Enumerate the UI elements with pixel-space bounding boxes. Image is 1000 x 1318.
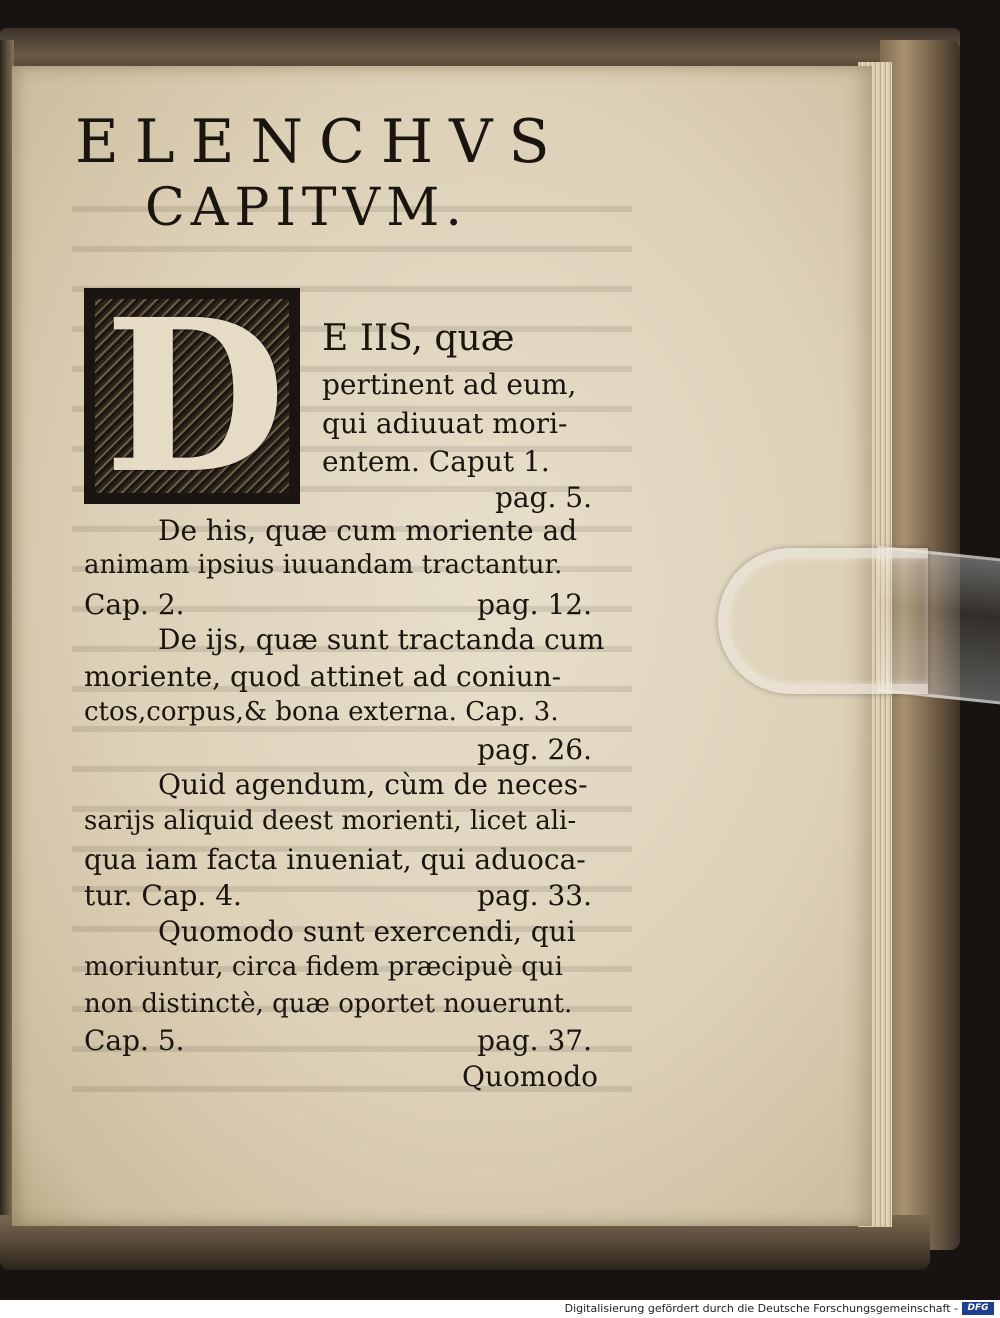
decorated-initial [84,273,300,520]
entry-1-page: pag. 5. [494,481,592,514]
entry-5-line-1: Quomodo sunt exercendi, qui [158,915,576,948]
entry-5-page: pag. 37. [477,1024,592,1057]
entry-5-line-2: moriuntur, circa fidem præcipuè qui [84,952,563,982]
heading-line-2: CAPITVM. [145,178,468,238]
entry-1-line-2: pertinent ad eum, [322,368,577,401]
heading-line-1: ELENCHVS [75,107,566,177]
entry-3-line-2: moriente, quod attinet ad coniun- [84,660,562,693]
entry-5-line-3: non distinctè, quæ oportet nouerunt. [84,989,573,1019]
initial-letter: D [103,273,287,520]
entry-4-cap: tur. Cap. 4. [84,879,242,912]
entry-2-page: pag. 12. [477,588,592,621]
entry-4-page: pag. 33. [477,879,592,912]
entry-4-line-1: Quid agendum, cùm de neces- [158,768,588,801]
entry-1-line-1: E IIS, quæ [322,318,515,359]
entry-5-cap: Cap. 5. [84,1024,185,1057]
entry-2-cap: Cap. 2. [84,588,185,621]
entry-2-line-2: animam ipsius iuuandam tractantur. [84,550,563,580]
funding-notice: Digitalisierung gefördert durch die Deutsche Forschungsgemeinschaft - [564,1302,958,1315]
entry-3-line-1: De ijs, quæ sunt tractanda cum [158,623,605,656]
catchword: Quomodo [461,1060,598,1093]
dfg-logo: DFG [962,1302,994,1315]
entry-1-line-3: qui adiuuat mori- [322,407,568,440]
clip-loop [718,548,928,694]
transparent-page-clip [718,548,1000,698]
footer-bar [0,1300,1000,1318]
entry-4-line-3: qua iam facta inueniat, qui aduoca- [84,843,586,876]
entry-4-line-2: sarijs aliquid deest morienti, licet ali- [84,806,577,836]
entry-3-line-3: ctos,corpus,& bona externa. Cap. 3. [84,697,559,727]
entry-2-line-1: De his, quæ cum moriente ad [158,514,578,547]
entry-3-page: pag. 26. [477,733,592,766]
entry-1-line-4: entem. Caput 1. [322,445,550,478]
